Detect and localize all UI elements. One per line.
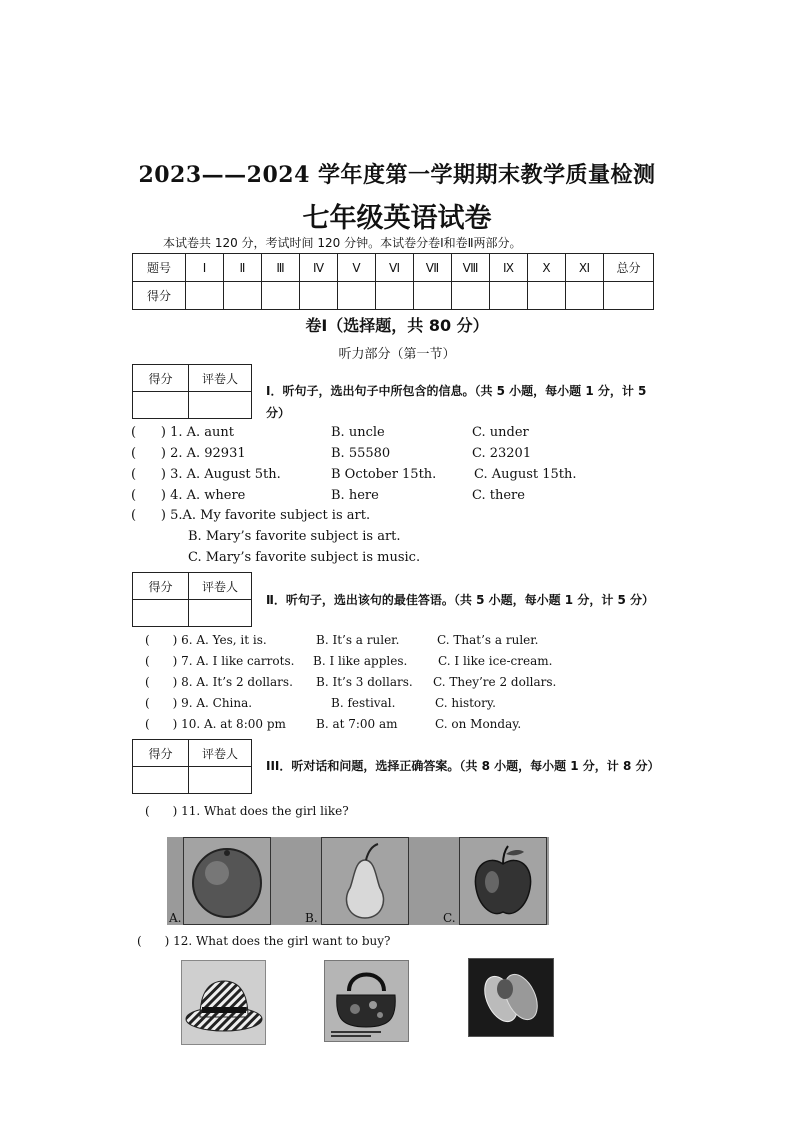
- score-table-header-cell: Ⅱ: [224, 254, 262, 282]
- answer-paren[interactable]: (: [145, 633, 173, 647]
- grader-label: 评卷人: [189, 573, 252, 600]
- pear-option[interactable]: [321, 837, 409, 925]
- option-b: B. 55580: [331, 446, 391, 461]
- q5-option-c: C. Mary’s favorite subject is music.: [188, 550, 421, 565]
- grader-box: [132, 364, 252, 419]
- handbag-option[interactable]: [324, 960, 409, 1042]
- orange-option[interactable]: [183, 837, 271, 925]
- question-5-line: [131, 508, 370, 523]
- score-table-header-cell: 总分: [604, 254, 654, 282]
- score-table-label-cell: 题号: [133, 254, 186, 282]
- option-c: C. That’s a ruler.: [437, 633, 539, 647]
- score-table: [132, 253, 654, 310]
- option-b: B. It’s 3 dollars.: [316, 675, 413, 689]
- grader-label: 评卷人: [189, 365, 252, 392]
- option-c: C. August 15th.: [474, 467, 577, 482]
- pear-icon: [322, 838, 408, 924]
- score-table-header-cell: Ⅷ: [452, 254, 490, 282]
- question-row: [131, 467, 281, 482]
- option-a: ) 7. A. I like carrots.: [172, 654, 295, 668]
- option-c: C. I like ice-cream.: [438, 654, 553, 668]
- question-row: [145, 717, 286, 731]
- answer-paren[interactable]: (: [145, 804, 173, 818]
- apple-option[interactable]: [459, 837, 547, 925]
- option-b: B October 15th.: [331, 467, 437, 482]
- option-c: C. history.: [435, 696, 496, 710]
- q5-option-b: B. Mary’s favorite subject is art.: [188, 529, 401, 544]
- hat-option[interactable]: [181, 960, 266, 1045]
- score-table-header-cell: Ⅵ: [376, 254, 414, 282]
- option-a: 2. A. 92931: [170, 446, 246, 461]
- score-table-header-cell: Ⅶ: [414, 254, 452, 282]
- option-c: C. there: [472, 488, 525, 503]
- apple-icon: [460, 838, 546, 924]
- option-a: ) 9. A. China.: [172, 696, 253, 710]
- score-table-score-row: [133, 282, 654, 310]
- score-cell[interactable]: [376, 282, 414, 310]
- question-row: [131, 446, 246, 461]
- question-row: [131, 425, 234, 440]
- option-a: 3. A. August 5th.: [170, 467, 281, 482]
- score-cell: [133, 600, 189, 627]
- exam-subtitle: 七年级英语试卷: [302, 203, 492, 234]
- option-a: ) 6. A. Yes, it is.: [172, 633, 267, 647]
- exam-title: 2023——2024 学年度第一学期期末教学质量检测: [138, 162, 656, 188]
- score-cell[interactable]: [452, 282, 490, 310]
- section-1-heading: Ⅰ．听句子，选出句子中所包含的信息。（共 5 小题，每小题 1 分，计 5 分）: [266, 384, 647, 420]
- option-a: 4. A. where: [170, 488, 246, 503]
- option-b: B. I like apples.: [313, 654, 408, 668]
- option-a: 1. A. aunt: [170, 425, 234, 440]
- grader-cell: [189, 392, 252, 419]
- answer-paren[interactable]: (: [145, 675, 173, 689]
- score-cell[interactable]: [414, 282, 452, 310]
- option-b: B. It’s a ruler.: [316, 633, 400, 647]
- score-cell[interactable]: [300, 282, 338, 310]
- score-cell[interactable]: [224, 282, 262, 310]
- answer-paren[interactable]: (: [137, 934, 165, 948]
- score-label: 得分: [133, 365, 189, 392]
- grader-label: 评卷人: [189, 740, 252, 767]
- grader-box: [132, 572, 252, 627]
- score-cell[interactable]: [604, 282, 654, 310]
- score-cell: [133, 767, 189, 794]
- score-cell[interactable]: [566, 282, 604, 310]
- score-table-header-cell: Ⅸ: [490, 254, 528, 282]
- score-table-header-row: [133, 254, 654, 282]
- option-c-label: C.: [443, 911, 456, 925]
- option-b: B. uncle: [331, 425, 385, 440]
- option-a-label: A.: [169, 911, 182, 925]
- orange-icon: [184, 838, 270, 924]
- hat-icon: [182, 961, 265, 1044]
- option-b: B. at 7:00 am: [316, 717, 398, 731]
- score-label: 得分: [133, 573, 189, 600]
- option-c: C. on Monday.: [435, 717, 522, 731]
- handbag-icon: [325, 961, 408, 1041]
- score-table-header-cell: Ⅴ: [338, 254, 376, 282]
- score-cell: [133, 392, 189, 419]
- option-c: C. 23201: [472, 446, 532, 461]
- question-12-line: [137, 934, 390, 948]
- score-table-header-cell: Ⅹ: [528, 254, 566, 282]
- fruit-options-image: [167, 837, 549, 925]
- score-cell[interactable]: [528, 282, 566, 310]
- part-one-title: 卷Ⅰ（选择题，共 80 分）: [305, 316, 489, 335]
- option-b: B. festival.: [331, 696, 396, 710]
- section-2-heading: Ⅱ．听句子，选出该句的最佳答语。（共 5 小题，每小题 1 分，计 5 分）: [266, 593, 655, 607]
- grader-cell: [189, 767, 252, 794]
- question-12-text: ) 12. What does the girl want to buy?: [164, 934, 391, 948]
- score-cell[interactable]: [186, 282, 224, 310]
- option-c: C. under: [472, 425, 529, 440]
- question-row: [131, 488, 245, 503]
- score-row-label: 得分: [133, 282, 186, 310]
- grader-cell: [189, 600, 252, 627]
- listening-subtitle: 听力部分（第一节）: [338, 347, 456, 362]
- score-cell[interactable]: [262, 282, 300, 310]
- question-row: [145, 633, 267, 647]
- slippers-option[interactable]: [468, 958, 554, 1037]
- answer-paren[interactable]: ( ): [131, 425, 166, 440]
- option-b-label: B.: [305, 911, 318, 925]
- answer-paren[interactable]: (: [145, 654, 173, 668]
- question-row: [145, 675, 293, 689]
- answer-paren[interactable]: ( ): [131, 467, 166, 482]
- score-table-header-cell: Ⅰ: [186, 254, 224, 282]
- answer-paren[interactable]: ( ): [131, 508, 166, 523]
- answer-paren[interactable]: (: [145, 696, 173, 710]
- question-row: [145, 696, 252, 710]
- question-row: [145, 654, 294, 668]
- grader-box: [132, 739, 252, 794]
- question-11-text: ) 11. What does the girl like?: [172, 804, 349, 818]
- score-table-header-cell: Ⅳ: [300, 254, 338, 282]
- score-table-header-cell: Ⅺ: [566, 254, 604, 282]
- score-cell[interactable]: [490, 282, 528, 310]
- section-3-heading: III．听对话和问题，选择正确答案。（共 8 小题，每小题 1 分，计 8 分）: [266, 759, 660, 773]
- q5-option-a: 5.A. My favorite subject is art.: [170, 508, 371, 523]
- question-11-line: [145, 804, 349, 818]
- exam-note: 本试卷共 120 分，考试时间 120 分钟。本试卷分卷Ⅰ和卷Ⅱ两部分。: [163, 236, 522, 250]
- option-a: ) 8. A. It’s 2 dollars.: [172, 675, 293, 689]
- score-label: 得分: [133, 740, 189, 767]
- score-cell[interactable]: [338, 282, 376, 310]
- option-a: ) 10. A. at 8:00 pm: [172, 717, 286, 731]
- slippers-icon: [469, 959, 553, 1036]
- score-table-header-cell: Ⅲ: [262, 254, 300, 282]
- answer-paren[interactable]: ( ): [131, 446, 166, 461]
- option-c: C. They’re 2 dollars.: [433, 675, 557, 689]
- answer-paren[interactable]: ( ): [131, 488, 166, 503]
- option-b: B. here: [331, 488, 379, 503]
- answer-paren[interactable]: (: [145, 717, 173, 731]
